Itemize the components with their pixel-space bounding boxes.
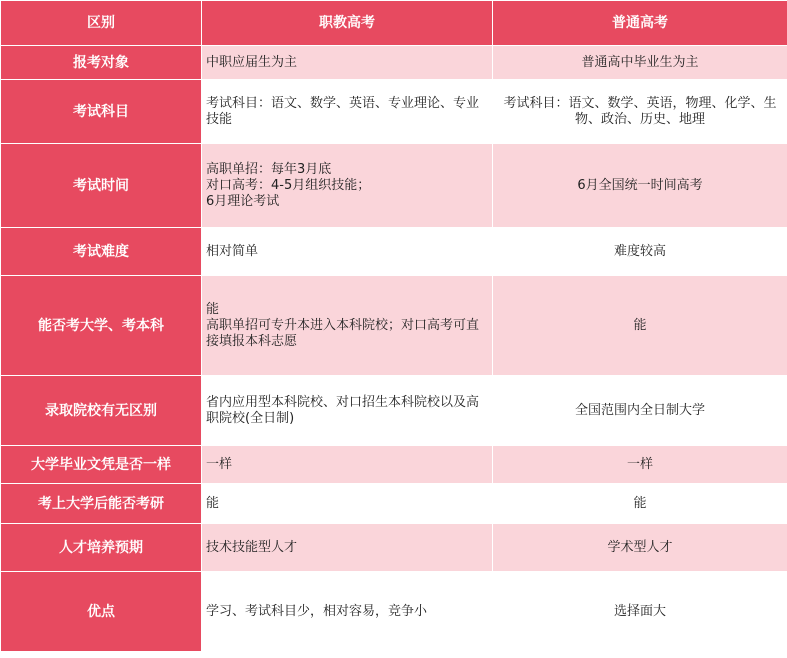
row-label: 能否考大学、考本科 xyxy=(1,276,202,376)
cell-text: 6月全国统一时间高考 xyxy=(577,177,703,193)
row-label: 人才培养预期 xyxy=(1,524,202,572)
row-label: 考试时间 xyxy=(1,144,202,228)
table-row xyxy=(1,80,787,144)
cell-text: 相对简单 xyxy=(206,243,259,259)
table-row xyxy=(1,376,787,446)
header-category: 区别 xyxy=(1,1,202,46)
vocational-value xyxy=(202,484,493,524)
regular-value xyxy=(493,46,787,80)
header-regular-exam: 普通高考 xyxy=(493,1,787,46)
row-label: 大学毕业文凭是否一样 xyxy=(1,446,202,484)
cell-text: 对口高考：4-5月组织技能； xyxy=(206,177,371,193)
cell-text: 能 xyxy=(206,495,220,511)
cell-text: 一样 xyxy=(626,456,653,472)
vocational-value xyxy=(202,446,493,484)
cell-text: 选择面大 xyxy=(613,603,666,619)
header-vocational-exam: 职教高考 xyxy=(202,1,493,46)
regular-value xyxy=(493,80,787,144)
vocational-value xyxy=(202,376,493,446)
row-label: 考上大学后能否考研 xyxy=(1,484,202,524)
table-row xyxy=(1,46,787,80)
cell-text: 能 xyxy=(633,317,647,333)
cell-text: 6月理论考试 xyxy=(206,193,280,209)
cell-text: 考试科目：语文、数学、英语、专业理论、专业技能 xyxy=(206,95,480,127)
regular-value xyxy=(493,376,787,446)
regular-value xyxy=(493,484,787,524)
table-row xyxy=(1,484,787,524)
cell-text: 全国范围内全日制大学 xyxy=(574,402,705,418)
cell-text: 技术技能型人才 xyxy=(206,539,298,555)
cell-text: 省内应用型本科院校、对口招生本科院校以及高职院校(全日制) xyxy=(206,394,480,426)
table-row xyxy=(1,524,787,572)
table-row xyxy=(1,276,787,376)
regular-value xyxy=(493,524,787,572)
regular-value xyxy=(493,144,787,228)
table-row xyxy=(1,144,787,228)
cell-text: 考试科目：语文、数学、英语，物理、化学、生物、政治、历史、地理 xyxy=(503,95,777,127)
row-label: 报考对象 xyxy=(1,46,202,80)
vocational-value xyxy=(202,46,493,80)
table-header-row xyxy=(1,1,787,46)
cell-text: 学习、考试科目少，相对容易，竞争小 xyxy=(206,603,428,619)
table-row xyxy=(1,228,787,276)
vocational-value xyxy=(202,144,493,228)
cell-text: 难度较高 xyxy=(613,243,666,259)
cell-text: 高职单招：每年3月底 xyxy=(206,161,332,177)
cell-text: 能 xyxy=(633,495,647,511)
cell-text: 高职单招可专升本进入本科院校；对口高考可直接填报本科志愿 xyxy=(206,317,480,349)
cell-text: 学术型人才 xyxy=(607,539,673,555)
regular-value xyxy=(493,276,787,376)
row-label: 考试科目 xyxy=(1,80,202,144)
vocational-value xyxy=(202,572,493,652)
cell-text: 中职应届生为主 xyxy=(206,54,298,70)
regular-value xyxy=(493,228,787,276)
cell-text: 能 xyxy=(206,301,220,317)
cell-text: 一样 xyxy=(206,456,233,472)
regular-value xyxy=(493,572,787,652)
regular-value xyxy=(493,446,787,484)
vocational-value xyxy=(202,524,493,572)
table-row xyxy=(1,446,787,484)
row-label: 考试难度 xyxy=(1,228,202,276)
vocational-value xyxy=(202,276,493,376)
vocational-value xyxy=(202,228,493,276)
table-row xyxy=(1,572,787,652)
row-label: 录取院校有无区别 xyxy=(1,376,202,446)
row-label: 优点 xyxy=(1,572,202,652)
cell-text: 普通高中毕业生为主 xyxy=(581,54,699,70)
vocational-value xyxy=(202,80,493,144)
